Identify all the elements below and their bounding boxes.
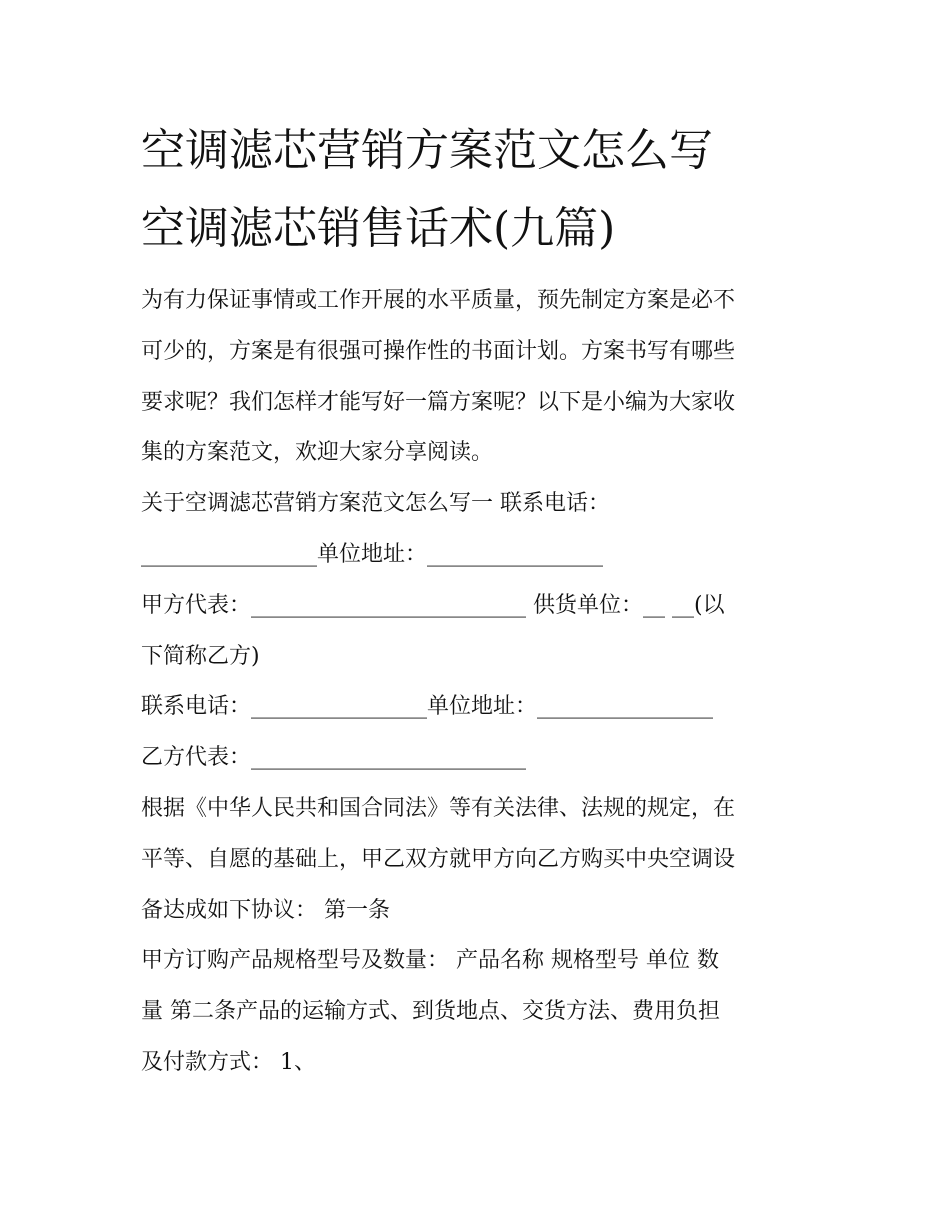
form-blank-line: ________________单位地址：________________	[141, 541, 604, 567]
body-line: 集的方案范文，欢迎大家分享阅读。	[141, 440, 494, 466]
document-title	[141, 112, 841, 268]
body-line: 平等、自愿的基础上，甲乙双方就甲方向乙方购买中央空调设	[141, 846, 736, 872]
body-line: 量 第二条产品的运输方式、到货地点、交货方法、费用负担	[141, 999, 720, 1025]
form-blank-line: 联系电话：________________单位地址：________________	[141, 694, 714, 720]
title-line-1: 空调滤芯营销方案范文怎么写	[141, 125, 713, 176]
body-line: 为有力保证事情或工作开展的水平质量，预先制定方案是必不	[141, 288, 736, 313]
body-line: 下简称乙方)	[141, 643, 260, 669]
body-line: 要求呢？我们怎样才能写好一篇方案呢？以下是小编为大家收	[141, 389, 736, 415]
body-line: 甲方订购产品规格型号及数量： 产品名称 规格型号 单位 数	[141, 948, 719, 974]
form-blank-line: 乙方代表：_________________________	[141, 745, 527, 771]
body-line: 及付款方式： 1、	[141, 1049, 316, 1075]
body-line: 备达成如下协议： 第一条	[141, 897, 390, 923]
body-line: 可少的，方案是有很强可操作性的书面计划。方案书写有哪些	[141, 338, 736, 364]
form-blank-line: 甲方代表：_________________________ 供货单位：__ __(以	[141, 592, 725, 618]
title-line-2: 空调滤芯销售话术(九篇)	[141, 203, 616, 254]
body-line: 根据《中华人民共和国合同法》等有关法律、法规的规定，在	[141, 795, 736, 821]
section-heading-line: 关于空调滤芯营销方案范文怎么写一 联系电话：	[141, 491, 610, 517]
document-body	[141, 276, 821, 1089]
